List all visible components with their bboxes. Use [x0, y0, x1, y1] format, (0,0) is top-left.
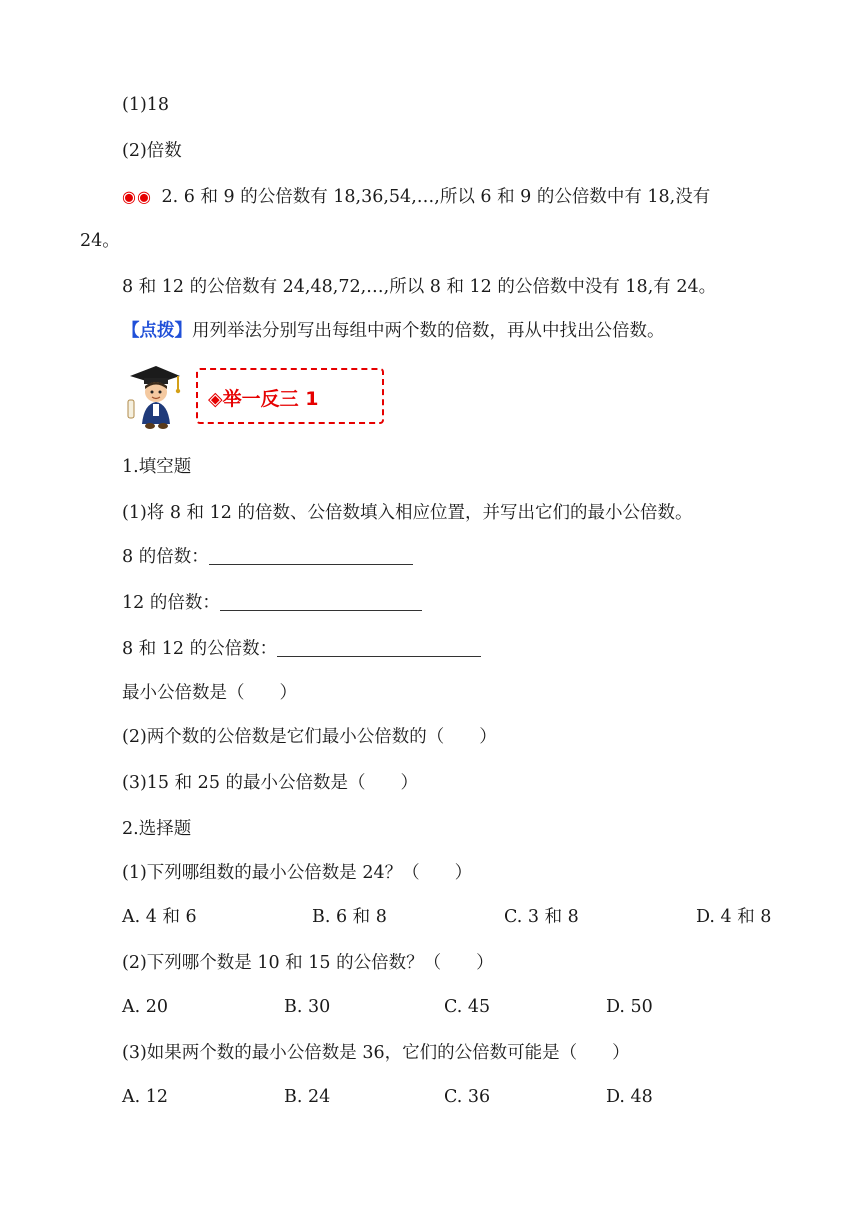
answer-q2-line	[122, 184, 710, 210]
practice-banner-box	[196, 368, 384, 424]
choice-q1-option-b: B. 6 和 8	[312, 907, 387, 927]
choice-q2-option-d: D. 50	[606, 997, 653, 1017]
fill-section-title: 1.填空题	[122, 457, 192, 477]
practice-banner	[122, 362, 392, 432]
answer-q2-continuation: 24。	[80, 231, 120, 251]
fill-multiples-8-blank[interactable]	[209, 546, 413, 565]
fill-common-row	[122, 636, 481, 662]
choice-q3: (3)如果两个数的最小公倍数是 36，它们的公倍数可能是（ ）	[122, 1043, 630, 1063]
fill-multiples-12-blank[interactable]	[220, 592, 422, 611]
fill-q2: (2)两个数的公倍数是它们最小公倍数的（ ）	[122, 727, 497, 747]
choice-q3-option-d: D. 48	[606, 1087, 653, 1107]
choice-q2: (2)下列哪个数是 10 和 15 的公倍数？（ ）	[122, 953, 494, 973]
choice-q3-option-a: A. 12	[122, 1087, 169, 1107]
answer-line-1: (1)18	[122, 95, 170, 115]
double-circle-marker-icon: ◉◉	[122, 187, 152, 206]
choice-q3-option-b: B. 24	[284, 1087, 331, 1107]
choice-q2-options	[122, 994, 802, 1020]
choice-q2-option-b: B. 30	[284, 997, 331, 1017]
answer-line-2: (2)倍数	[122, 141, 182, 161]
graduate-mascot-icon	[122, 362, 184, 432]
fill-common-blank[interactable]	[277, 638, 481, 657]
answer-q2-second: 8 和 12 的公倍数有 24,48,72,…,所以 8 和 12 的公倍数中没有 18,有 24。	[122, 277, 717, 297]
fill-common-label: 8 和 12 的公倍数：	[122, 639, 278, 659]
choice-q3-option-c: C. 36	[444, 1087, 491, 1107]
choice-q1: (1)下列哪组数的最小公倍数是 24？（ ）	[122, 863, 473, 883]
tip-line	[122, 318, 665, 344]
choice-q1-option-d: D. 4 和 8	[696, 907, 772, 927]
fill-q1: (1)将 8 和 12 的倍数、公倍数填入相应位置，并写出它们的最小公倍数。	[122, 503, 693, 523]
choice-q2-option-c: C. 45	[444, 997, 491, 1017]
fill-multiples-8-label: 8 的倍数：	[122, 547, 209, 567]
choice-q1-options	[122, 904, 802, 930]
choice-q1-option-c: C. 3 和 8	[504, 907, 579, 927]
fill-q3: (3)15 和 25 的最小公倍数是（ ）	[122, 773, 419, 793]
fill-min-common: 最小公倍数是（ ）	[122, 683, 297, 703]
answer-q2-text: 2. 6 和 9 的公倍数有 18,36,54,…,所以 6 和 9 的公倍数中有 18,没有	[155, 187, 711, 207]
practice-banner-title: ◈举一反三 1	[208, 388, 319, 410]
choice-q1-option-a: A. 4 和 6	[122, 907, 197, 927]
fill-multiples-12-row	[122, 590, 422, 616]
choice-q2-option-a: A. 20	[122, 997, 169, 1017]
choice-q3-options	[122, 1084, 802, 1110]
fill-multiples-8-row	[122, 544, 413, 570]
choice-section-title: 2.选择题	[122, 819, 192, 839]
fill-multiples-12-label: 12 的倍数：	[122, 593, 220, 613]
tip-text: 用列举法分别写出每组中两个数的倍数，再从中找出公倍数。	[192, 321, 665, 341]
tip-label: 【点拨】	[122, 321, 192, 341]
